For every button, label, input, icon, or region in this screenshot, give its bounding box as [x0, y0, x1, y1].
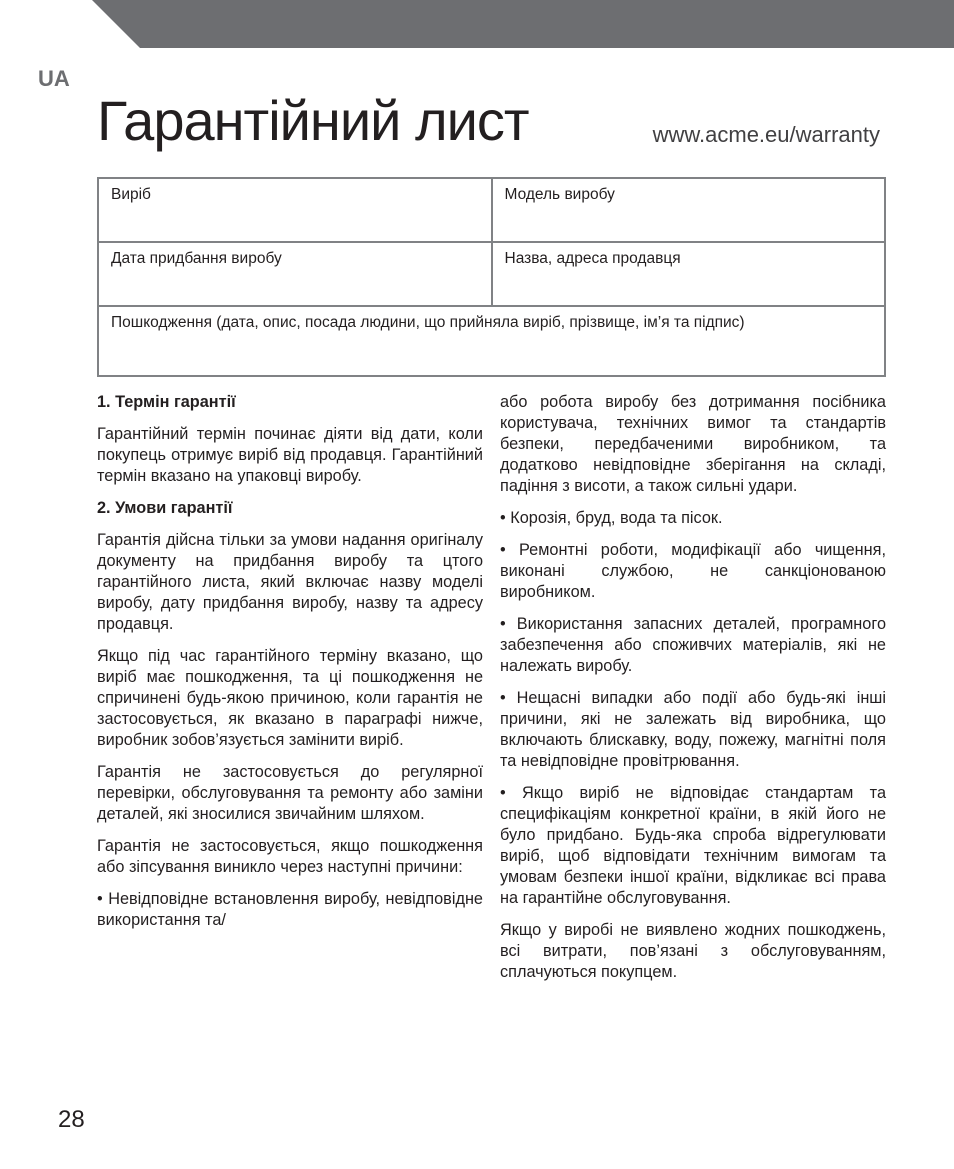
- paragraph: Якщо у виробі не виявлено жодних пошкоджень, всі витрати, пов’язані з обслуговуванням, сплачуються покупцем.: [500, 921, 886, 981]
- page-number: 28: [58, 1106, 85, 1133]
- damage-field[interactable]: Пошкодження (дата, опис, посада людини, що прийняла виріб, прізвище, ім’я та підпис): [98, 306, 885, 376]
- product-field[interactable]: Виріб: [98, 178, 492, 242]
- section-heading-term: 1. Термін гарантії: [97, 393, 236, 411]
- paragraph: Гарантія не застосовується, якщо пошкодження або зіпсування виникло через наступні причини:: [97, 837, 483, 876]
- paragraph: Якщо під час гарантійного терміну вказано, що виріб має пошкодження, та ці пошкодження не спричинені будь-якою причиною, коли гарантія не застосовується, як вказано в параграфі нижче, виробник зобов’язується замінити виріб.: [97, 647, 483, 749]
- bullet-item: • Невідповідне встановлення виробу, невідповідне використання та/: [97, 890, 483, 929]
- bullet-item: • Якщо виріб не відповідає стандартам та специфікаціям конкретної країни, в якій його не було придбано. Будь-яка спроба відрегулювати виріб, щоб відповідати технічним вимогам та умовам безпеки іншої країни, відкликає всі права на гарантійне обслуговування.: [500, 784, 886, 907]
- paragraph: Гарантія не застосовується до регулярної перевірки, обслуговування та ремонту або заміни деталей, які зносилися звичайним шляхом.: [97, 763, 483, 823]
- warranty-url: www.acme.eu/warranty: [652, 122, 880, 147]
- purchase-date-field[interactable]: Дата придбання виробу: [98, 242, 492, 306]
- bullet-item: • Нещасні випадки або події або будь-які інші причини, які не залежать від виробника, що включають блискавку, воду, пожежу, магнітні поля та невідповідне провітрювання.: [500, 689, 886, 770]
- page-title: Гарантійний лист: [97, 89, 529, 152]
- paragraph: Гарантія дійсна тільки за умови надання оригіналу документу на придбання виробу та цтого гарантійного листа, який включає назву моделі виробу, дату придбання виробу, назву та адресу продавця.: [97, 531, 483, 633]
- right-column: [500, 392, 886, 994]
- warranty-form: [97, 177, 886, 377]
- paragraph: або робота виробу без дотримання посібника користувача, технічних вимог та стандартів безпеки, передбаченими виробником, та додатково невідповідне зберігання на складі, падіння з висоти, а також сильні удари.: [500, 393, 886, 495]
- paragraph: Гарантійний термін починає діяти від дати, коли покупець отримує виріб від продавця. Гарантійний термін вказано на упаковці виробу.: [97, 425, 483, 485]
- section-heading-conditions: 2. Умови гарантії: [97, 499, 233, 517]
- bullet-item: • Ремонтні роботи, модифікації або чищення, виконані службою, не санкціонованою виробником.: [500, 541, 886, 601]
- header-band: [92, 0, 954, 48]
- seller-field[interactable]: Назва, адреса продавця: [492, 242, 886, 306]
- language-code: UA: [38, 66, 70, 91]
- model-field[interactable]: Модель виробу: [492, 178, 886, 242]
- bullet-item: • Корозія, бруд, вода та пісок.: [500, 509, 723, 527]
- bullet-item: • Використання запасних деталей, програмного забезпечення або споживчих матеріалів, які не належать виробу.: [500, 615, 886, 675]
- left-column: [97, 392, 483, 942]
